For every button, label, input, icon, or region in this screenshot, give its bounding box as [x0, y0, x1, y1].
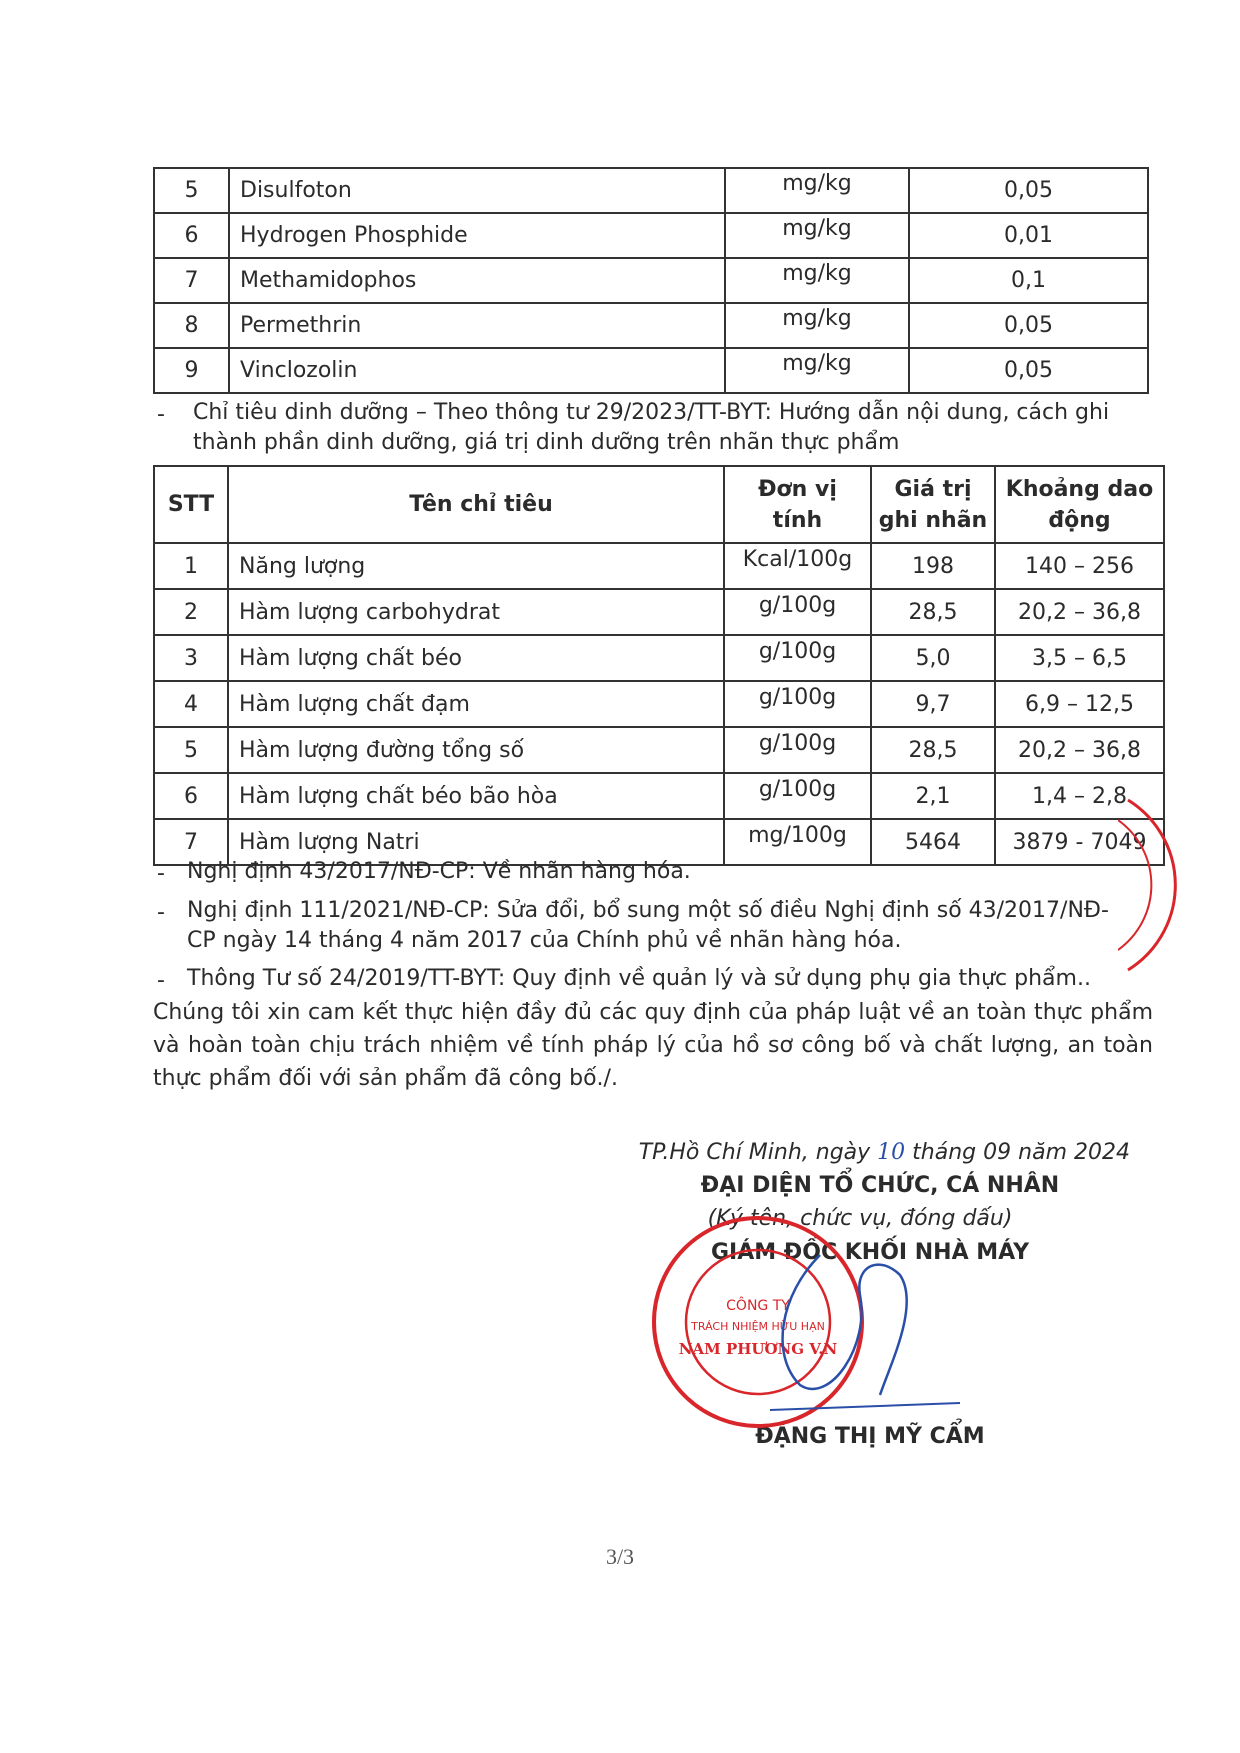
header-name: Tên chỉ tiêu — [228, 466, 724, 543]
row-value: 198 — [871, 543, 995, 589]
row-range: 20,2 – 36,8 — [995, 727, 1164, 773]
row-stt: 1 — [154, 543, 228, 589]
header-unit-line2: tính — [772, 507, 823, 533]
row-unit: g/100g — [724, 681, 871, 727]
row-unit: Kcal/100g — [724, 543, 871, 589]
place-date-prefix: TP.Hồ Chí Minh, ngày — [638, 1140, 871, 1165]
row-name: Methamidophos — [229, 258, 725, 303]
row-unit: mg/kg — [725, 258, 909, 303]
row-stt: 4 — [154, 681, 228, 727]
row-name: Hydrogen Phosphide — [229, 213, 725, 258]
table-row — [154, 348, 1148, 393]
month-value: 09 — [983, 1140, 1012, 1165]
row-stt: 6 — [154, 773, 228, 819]
row-value: 5464 — [871, 819, 995, 865]
row-value: 0,05 — [909, 168, 1148, 213]
table-row — [154, 168, 1148, 213]
sign-instruction: (Ký tên, chức vụ, đóng dấu) — [707, 1206, 1013, 1231]
table-row — [154, 681, 1164, 727]
regulation-item-cont: CP ngày 14 tháng 4 năm 2017 của Chính phủ về nhãn hàng hóa. — [187, 928, 902, 953]
row-name: Permethrin — [229, 303, 725, 348]
stamp-line2: TRÁCH NHIỆM HỮU HẠN — [691, 1320, 825, 1333]
table-row — [154, 213, 1148, 258]
table-row — [154, 543, 1164, 589]
header-range-line1: Khoảng dao — [1005, 476, 1154, 502]
table-row — [154, 635, 1164, 681]
row-value: 5,0 — [871, 635, 995, 681]
row-name: Năng lượng — [228, 543, 724, 589]
signer-name: ĐẶNG THỊ MỸ CẨM — [755, 1424, 985, 1449]
row-range: 1,4 – 2,8 — [995, 773, 1164, 819]
row-name: Hàm lượng chất béo bão hòa — [228, 773, 724, 819]
row-unit: mg/100g — [724, 819, 871, 865]
row-unit: g/100g — [724, 589, 871, 635]
header-value-line1: Giá trị — [894, 476, 972, 502]
row-value: 28,5 — [871, 589, 995, 635]
row-name: Hàm lượng chất béo — [228, 635, 724, 681]
row-range: 3,5 – 6,5 — [995, 635, 1164, 681]
year-label: năm — [1018, 1140, 1067, 1165]
header-unit-line1: Đơn vị — [758, 476, 837, 502]
regulation-item: Nghị định 111/2021/NĐ-CP: Sửa đổi, bổ sung một số điều Nghị định số 43/2017/NĐ- — [187, 898, 1109, 923]
header-range-line2: động — [1048, 507, 1111, 533]
stamp-partial — [1118, 790, 1240, 980]
row-range: 3879 - 7049 — [995, 819, 1164, 865]
pesticide-table-body — [154, 168, 1148, 393]
row-value: 0,1 — [909, 258, 1148, 303]
pesticide-table — [153, 167, 1149, 394]
row-stt: 3 — [154, 635, 228, 681]
signer-position: GIÁM ĐỐC KHỐI NHÀ MÁY — [710, 1240, 1030, 1265]
header-value — [871, 466, 995, 543]
row-value: 0,05 — [909, 348, 1148, 393]
regulation-bullet: - — [157, 968, 165, 993]
table-row — [154, 589, 1164, 635]
handwritten-day: 10 — [877, 1140, 906, 1165]
nutrition-header-row — [154, 466, 1164, 543]
row-value: 28,5 — [871, 727, 995, 773]
row-unit: mg/kg — [725, 303, 909, 348]
place-date-line — [560, 1140, 1130, 1165]
nutrition-intro-line2: thành phần dinh dưỡng, giá trị dinh dưỡng trên nhãn thực phẩm — [193, 430, 900, 455]
row-unit: g/100g — [724, 635, 871, 681]
row-name: Hàm lượng đường tổng số — [228, 727, 724, 773]
commitment-paragraph: Chúng tôi xin cam kết thực hiện đầy đủ các quy định của pháp luật về an toàn thực phẩm và hoàn toàn chịu trách nhiệm về tính pháp lý của hồ sơ công bố và chất lượng, an toàn thực phẩm đối với sản phẩm đã công bố./. — [153, 1000, 1153, 1091]
nutrition-table-body — [154, 543, 1164, 865]
header-value-line2: ghi nhãn — [878, 507, 988, 533]
row-value: 2,1 — [871, 773, 995, 819]
nutrition-table — [153, 465, 1165, 866]
row-unit: mg/kg — [725, 213, 909, 258]
stamp-line1: CÔNG TY — [726, 1298, 790, 1314]
regulation-bullet: - — [157, 900, 165, 925]
row-name: Hàm lượng chất đạm — [228, 681, 724, 727]
row-name: Vinclozolin — [229, 348, 725, 393]
nutrition-bullet: - — [157, 402, 165, 427]
representative-title: ĐẠI DIỆN TỔ CHỨC, CÁ NHÂN — [700, 1173, 1060, 1198]
header-range — [995, 466, 1164, 543]
row-unit: g/100g — [724, 727, 871, 773]
table-row — [154, 773, 1164, 819]
page-number: 3/3 — [605, 1544, 635, 1569]
table-row — [154, 258, 1148, 303]
regulation-bullet: - — [157, 861, 165, 886]
row-stt: 9 — [154, 348, 229, 393]
row-name: Hàm lượng Natri — [228, 819, 724, 865]
row-value: 0,05 — [909, 303, 1148, 348]
row-stt: 6 — [154, 213, 229, 258]
row-range: 6,9 – 12,5 — [995, 681, 1164, 727]
row-stt: 7 — [154, 819, 228, 865]
row-unit: mg/kg — [725, 348, 909, 393]
regulation-item: Thông Tư số 24/2019/TT-BYT: Quy định về quản lý và sử dụng phụ gia thực phẩm.. — [187, 966, 1091, 991]
row-stt: 7 — [154, 258, 229, 303]
row-unit: g/100g — [724, 773, 871, 819]
row-range: 20,2 – 36,8 — [995, 589, 1164, 635]
row-name: Disulfoton — [229, 168, 725, 213]
year-value: 2024 — [1074, 1140, 1130, 1165]
stamp-line3: NAM PHƯƠNG V.N — [678, 1340, 838, 1358]
row-stt: 5 — [154, 168, 229, 213]
row-stt: 5 — [154, 727, 228, 773]
table-row — [154, 303, 1148, 348]
header-stt: STT — [154, 466, 228, 543]
row-value: 9,7 — [871, 681, 995, 727]
handwritten-signature — [760, 1235, 980, 1425]
row-stt: 2 — [154, 589, 228, 635]
row-range: 140 – 256 — [995, 543, 1164, 589]
row-stt: 8 — [154, 303, 229, 348]
row-value: 0,01 — [909, 213, 1148, 258]
regulation-item: Nghị định 43/2017/NĐ-CP: Về nhãn hàng hóa. — [187, 859, 691, 884]
table-row — [154, 727, 1164, 773]
nutrition-intro-line1: Chỉ tiêu dinh dưỡng – Theo thông tư 29/2023/TT-BYT: Hướng dẫn nội dung, cách ghi — [193, 400, 1110, 425]
header-unit — [724, 466, 871, 543]
row-name: Hàm lượng carbohydrat — [228, 589, 724, 635]
month-label: tháng — [912, 1140, 977, 1165]
row-unit: mg/kg — [725, 168, 909, 213]
